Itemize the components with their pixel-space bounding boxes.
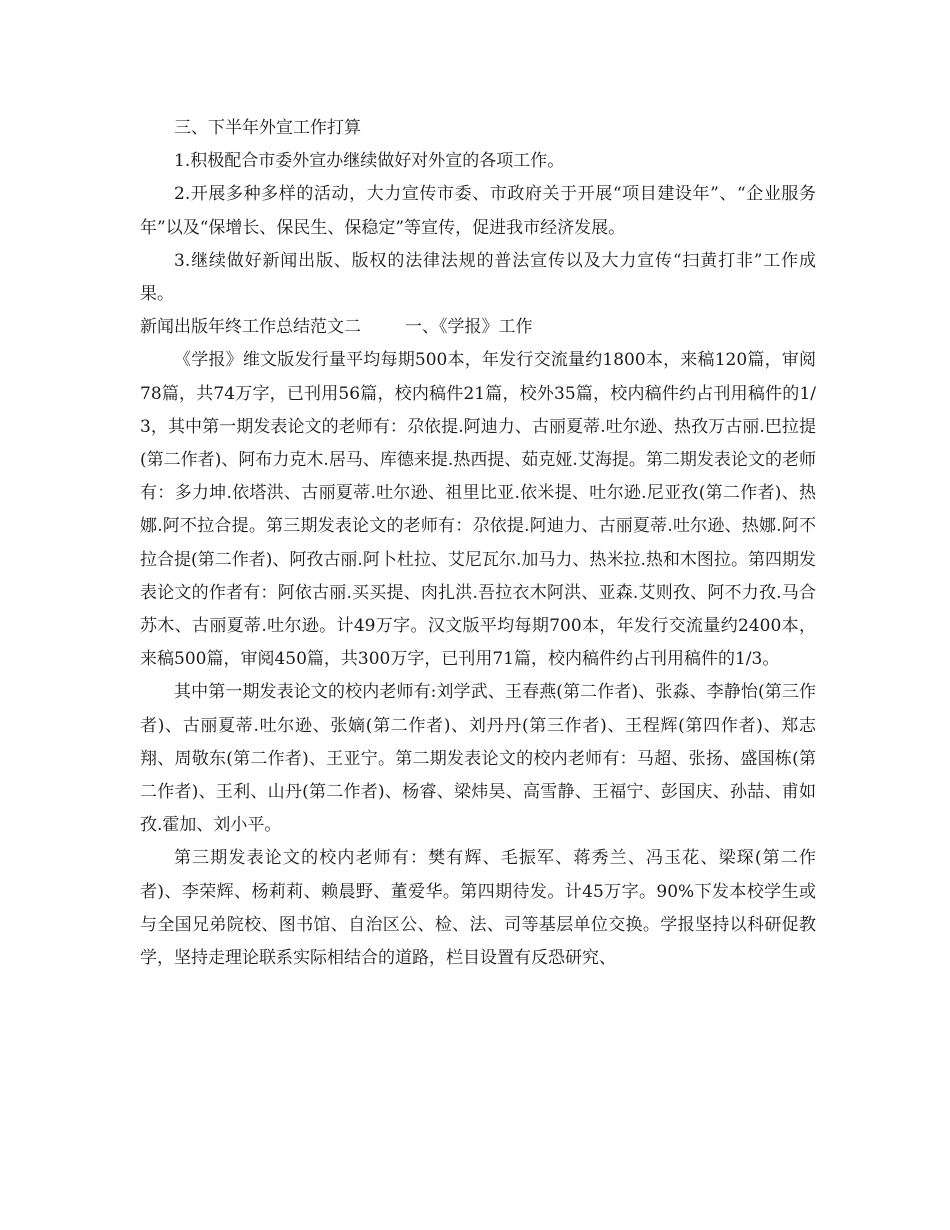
document-body (140, 112, 816, 975)
body-paragraph: 第三期发表论文的校内老师有：樊有辉、毛振军、蒋秀兰、冯玉花、梁琛(第二作者)、李荣辉、杨莉莉、赖晨野、董爱华。第四期待发。计45万字。90%下发本校学生或与全国兄弟院校、图书馆、自治区公、检、法、司等基层单位交换。学报坚持以科研促教学，坚持走理论联系实际相结合的道路，栏目设置有反恐研究、 (140, 848, 816, 969)
document-title-line (140, 311, 816, 344)
section-heading: 一、《学报》工作 (405, 317, 533, 338)
body-paragraph: 其中第一期发表论文的校内老师有:刘学武、王春燕(第二作者)、张淼、李静怡(第三作者)、古丽夏蒂.吐尔逊、张嫡(第二作者)、刘丹丹(第三作者)、王程辉(第四作者)、郑志翔、周敬东(第二作者)、王亚宁。第二期发表论文的校内老师有：马超、张扬、盛国栋(第二作者)、王利、山丹(第二作者)、杨睿、梁炜昊、高雪静、王福宁、彭国庆、孙喆、甫如孜.霍加、刘小平。 (140, 682, 816, 836)
body-paragraph: 《学报》维文版发行量平均每期500本，年发行交流量约1800本，来稿120篇，审阅78篇，共74万字，已刊用56篇，校内稿件21篇，校外35篇，校内稿件约占刊用稿件的1/3，其中第一期发表论文的老师有：尕依提.阿迪力、古丽夏蒂.吐尔逊、热孜万古丽.巴拉提(第二作者)、阿布力克木.居马、库德来提.热西提、茹克娅.艾海提。第二期发表论文的老师有：多力坤.依塔洪、古丽夏蒂.吐尔逊、祖里比亚.依米提、吐尔逊.尼亚孜(第二作者)、热娜.阿不拉合提。第三期发表论文的老师有：尕依提.阿迪力、古丽夏蒂.吐尔逊、热娜.阿不拉合提(第二作者)、阿孜古丽.阿卜杜拉、艾尼瓦尔.加马力、热米拉.热和木图拉。第四期发表论文的作者有：阿依古丽.买买提、肉扎洪.吾拉衣木阿洪、亚森.艾则孜、阿不力孜.马合苏木、古丽夏蒂.吐尔逊。计49万字。汉文版平均每期700本，年发行交流量约2400本，来稿500篇，审阅450篇，共300万字，已刊用71篇，校内稿件约占刊用稿件的1/3。 (140, 350, 816, 670)
section-heading: 三、下半年外宣工作打算 (174, 118, 361, 138)
list-item: 2.开展多种多样的活动，大力宣传市委、市政府关于开展“项目建设年”、“企业服务年”以及“保增长、保民生、保稳定”等宣传，促进我市经济发展。 (140, 184, 816, 238)
list-item: 1.积极配合市委外宣办继续做好对外宣的各项工作。 (174, 151, 565, 172)
list-item: 3.继续做好新闻出版、版权的法律法规的普法宣传以及大力宣传“扫黄打非”工作成果。 (140, 250, 816, 305)
document-title: 新闻出版年终工作总结范文二 (140, 317, 361, 338)
